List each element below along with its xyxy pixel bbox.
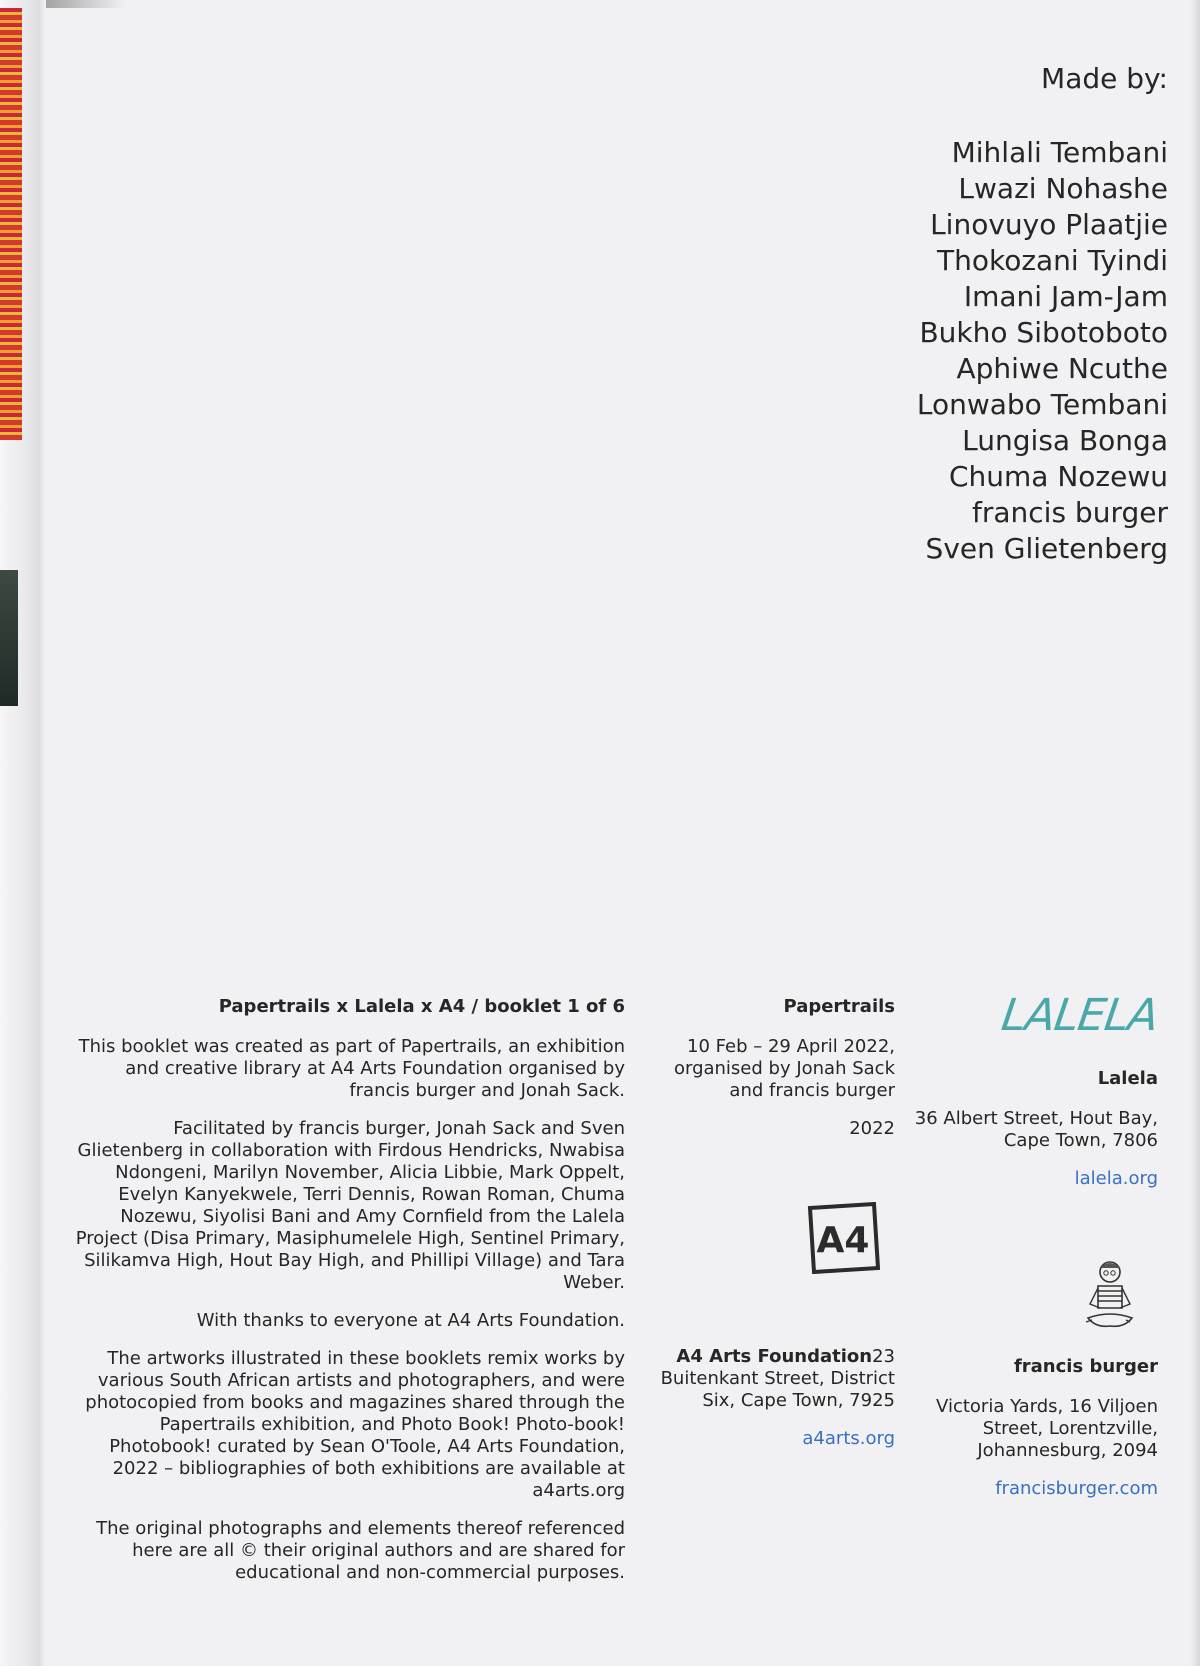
page-edge-shadow — [1190, 0, 1200, 1666]
contributor-name: Bukho Sibotoboto — [919, 316, 1168, 349]
contributor-name: Lwazi Nohashe — [958, 172, 1168, 205]
made-by-title: Made by: — [1041, 62, 1168, 95]
contributor-name: Sven Glietenberg — [925, 532, 1168, 565]
lalela-heading: Lalela — [1097, 1068, 1158, 1089]
thanks-paragraph: With thanks to everyone at A4 Arts Foundation. — [196, 1310, 625, 1331]
lalela-logo-spacer — [908, 996, 1158, 1068]
contributor-name: Lungisa Bonga — [962, 424, 1168, 457]
papertrails-dates: 10 Feb – 29 April 2022, organised by Jonah Sack and francis burger — [673, 1036, 895, 1101]
a4-logo — [806, 1202, 880, 1274]
contributor-name: Chuma Nozewu — [948, 460, 1168, 493]
facilitators-paragraph: Facilitated by francis burger, Jonah Sack and Sven Glietenberg in collaboration with Firdous Hendricks, Nwabisa Ndongeni, Marilyn November, Alicia Libbie, Mark Oppelt, Evelyn Kanyekwele, Terri Dennis, Rowan Roman, Chuma Nozewu, Siyolisi Bani and Amy Cornfield from the Lalela Project (Disa Primary, Masiphumelele High, Sentinel Primary, Silikamva High, Hout Bay High, and Phillipi Village) and Tara Weber. — [75, 1118, 625, 1293]
a4-contact — [635, 1346, 895, 1412]
booklet-intro: This booklet was created as part of Papertrails, an exhibition and creative library at A4 Arts Foundation organised by francis burger and Jonah Sack. — [78, 1036, 625, 1101]
facing-page-edge-red — [0, 8, 22, 440]
contributor-name: Lonwabo Tembani — [916, 388, 1168, 421]
artworks-paragraph: The artworks illustrated in these booklets remix works by various South African artists and photographers, and were photocopied from books and magazines shared through the Papertrails exhibition, and Photo Book! Photo-book! Photobook! curated by Sean O'Toole, A4 Arts Foundation, 2022 – bibliographies of both exhibitions are available at a4arts.org — [85, 1348, 625, 1501]
a4-address: 23 Buitenkant Street, District Six, Cape Town, 7925 — [660, 1346, 895, 1411]
facing-page-edge-dark — [0, 570, 18, 706]
papertrails-heading: Papertrails — [783, 996, 895, 1017]
francis-heading: francis burger — [1013, 1356, 1158, 1377]
booklet-heading: Papertrails x Lalela x A4 / booklet 1 of 6 — [218, 996, 625, 1017]
contributor-name: Mihlali Tembani — [951, 136, 1168, 169]
papertrails-year: 2022 — [849, 1118, 895, 1139]
contributor-name: Aphiwe Ncuthe — [956, 352, 1168, 385]
a4-logo-text: A4 — [816, 1220, 870, 1261]
scan-shadow — [46, 0, 126, 8]
partners-column — [908, 996, 1158, 1516]
contributor-name: Imani Jam-Jam — [963, 280, 1168, 313]
sitting-child-illustration — [1082, 1258, 1136, 1336]
contributor-name: Thokozani Tyindi — [937, 244, 1168, 277]
a4-org-name: A4 Arts Foundation — [676, 1346, 873, 1367]
lalela-address: 36 Albert Street, Hout Bay, Cape Town, 7806 — [914, 1108, 1158, 1151]
contributor-name: francis burger — [972, 496, 1168, 529]
francis-address: Victoria Yards, 16 Viljoen Street, Lorentzville, Johannesburg, 2094 — [936, 1396, 1158, 1461]
lalela-logo: LALELA — [998, 990, 1162, 1041]
copyright-paragraph: The original photographs and elements thereof referenced here are all © their original authors and are shared for educational and non-commercial purposes. — [96, 1518, 625, 1583]
booklet-credits-column — [65, 996, 625, 1600]
francis-website-link[interactable]: francisburger.com — [995, 1478, 1158, 1499]
contributor-name: Linovuyo Plaatjie — [930, 208, 1168, 241]
lalela-website-link[interactable]: lalela.org — [1074, 1168, 1158, 1189]
a4-website-link[interactable]: a4arts.org — [802, 1428, 895, 1449]
made-by-section — [917, 62, 1168, 567]
made-by-list — [917, 135, 1168, 567]
